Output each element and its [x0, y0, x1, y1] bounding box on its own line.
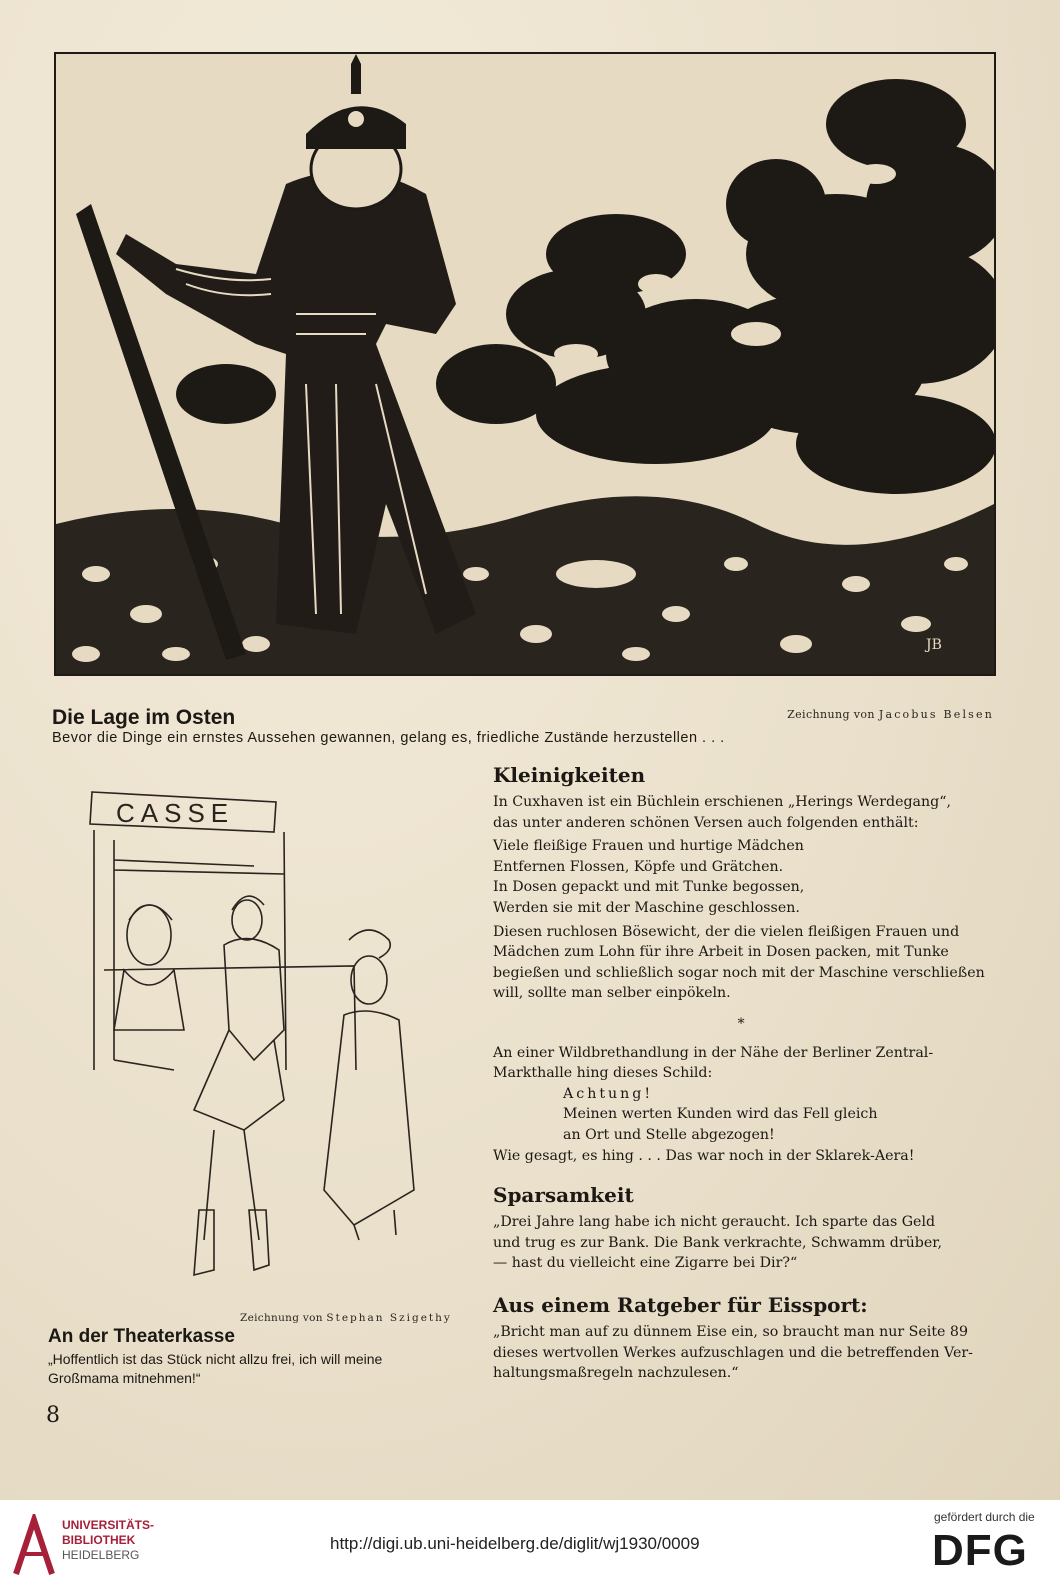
sketch-caption-line: „Hoffentlich ist das Stück nicht allzu frei, ich will meine: [48, 1351, 383, 1367]
body-line: — hast du vielleicht eine Zigarre bei Dir?“: [493, 1255, 798, 1272]
library-name-line: UNIVERSITÄTS-: [62, 1518, 155, 1532]
body-line: Wie gesagt, es hing . . . Das war noch in der Sklarek-Aera!: [493, 1147, 915, 1164]
sketch-credit: [240, 1312, 452, 1324]
verse-line: Werden sie mit der Maschine geschlossen.: [493, 899, 800, 916]
shop-sign-line: Meinen werten Kunden wird das Fell gleich: [563, 1106, 878, 1123]
sparsamkeit-section: [493, 1182, 989, 1274]
body-line: In Cuxhaven ist ein Büchlein erschienen „Herings Werdegang“,: [493, 794, 951, 810]
top-cartoon-caption: Bevor die Dinge ein ernstes Aussehen gewannen, gelang es, friedliche Zustände herzustellen . . .: [52, 730, 725, 746]
shop-sign-line: an Ort und Stelle abgezogen!: [563, 1126, 775, 1143]
kleinigkeiten-section: [493, 762, 989, 1166]
body-line: Diesen ruchlosen Bösewicht, der die vielen fleißigen Frauen und: [493, 923, 960, 940]
eissport-heading: Aus einem Ratgeber für Eissport:: [493, 1293, 868, 1317]
body-line: das unter anderen schönen Versen auch folgenden enthält:: [493, 814, 919, 831]
digitization-footer: [0, 1500, 1060, 1590]
top-cartoon-credit: [787, 708, 994, 721]
library-name-line: HEIDELBERG: [62, 1548, 140, 1562]
body-line: An einer Wildbrethandlung in der Nähe der Berliner Zentral-: [493, 1044, 934, 1061]
university-library-logo-icon: [12, 1514, 56, 1578]
top-cartoon-credit-name: Jacobus Belsen: [878, 708, 994, 721]
verse-line: Viele fleißige Frauen und hurtige Mädchen: [493, 838, 804, 855]
body-line: haltungsmaßregeln nachzulesen.“: [493, 1365, 739, 1382]
eissport-section: [493, 1292, 989, 1384]
body-line: „Bricht man auf zu dünnem Eise ein, so braucht man nur Seite 89: [493, 1324, 968, 1340]
section-separator: *: [737, 1015, 745, 1032]
sketch-caption-line: Großmama mitnehmen!“: [48, 1370, 201, 1386]
body-line: dieses wertvollen Werkes aufzuschlagen und die betreffenden Ver-: [493, 1344, 973, 1361]
verse-line: In Dosen gepackt und mit Tunke begossen,: [493, 879, 805, 896]
sketch-caption: [48, 1350, 474, 1388]
sketch-title: An der Theaterkasse: [48, 1326, 235, 1347]
body-line: und trug es zur Bank. Die Bank verkrachte, Schwamm drüber,: [493, 1234, 943, 1251]
sketch-credit-prefix: Zeichnung von: [240, 1312, 323, 1324]
svg-text:JB: JB: [926, 637, 942, 653]
box-office-sign-text: CASSE: [116, 798, 235, 828]
permalink-url[interactable]: http://digi.ub.uni-heidelberg.de/diglit/wj1930/0009: [330, 1534, 700, 1553]
soldier-illustration: [56, 54, 994, 674]
dfg-logo: DFG: [932, 1526, 1028, 1575]
body-line: „Drei Jahre lang habe ich nicht geraucht. Ich sparte das Geld: [493, 1214, 936, 1230]
sparsamkeit-heading: Sparsamkeit: [493, 1183, 634, 1207]
top-cartoon-illustration: [54, 52, 996, 676]
funding-label: gefördert durch die: [934, 1510, 1035, 1524]
library-name: [62, 1518, 154, 1563]
page-number: 8: [46, 1403, 60, 1428]
top-cartoon-title: Die Lage im Osten: [52, 706, 236, 729]
shop-sign-line: Achtung!: [563, 1085, 654, 1102]
body-line: Markthalle hing dieses Schild:: [493, 1065, 713, 1082]
body-line: Mädchen zum Lohn für ihre Arbeit in Dosen packen, mit Tunke: [493, 944, 949, 961]
theater-sketch-illustration: [54, 770, 474, 1310]
kleinigkeiten-heading: Kleinigkeiten: [493, 763, 646, 787]
sketch-credit-name: Stephan Szigethy: [326, 1312, 452, 1324]
body-line: will, sollte man selber einpökeln.: [493, 985, 731, 1002]
top-cartoon-credit-prefix: Zeichnung von: [787, 708, 875, 721]
box-office-sketch: [54, 770, 474, 1310]
verse-line: Entfernen Flossen, Köpfe und Grätchen.: [493, 858, 784, 875]
body-line: begießen und schließlich sogar noch mit der Maschine verschließen: [493, 964, 985, 981]
library-name-line: BIBLIOTHEK: [62, 1533, 136, 1547]
